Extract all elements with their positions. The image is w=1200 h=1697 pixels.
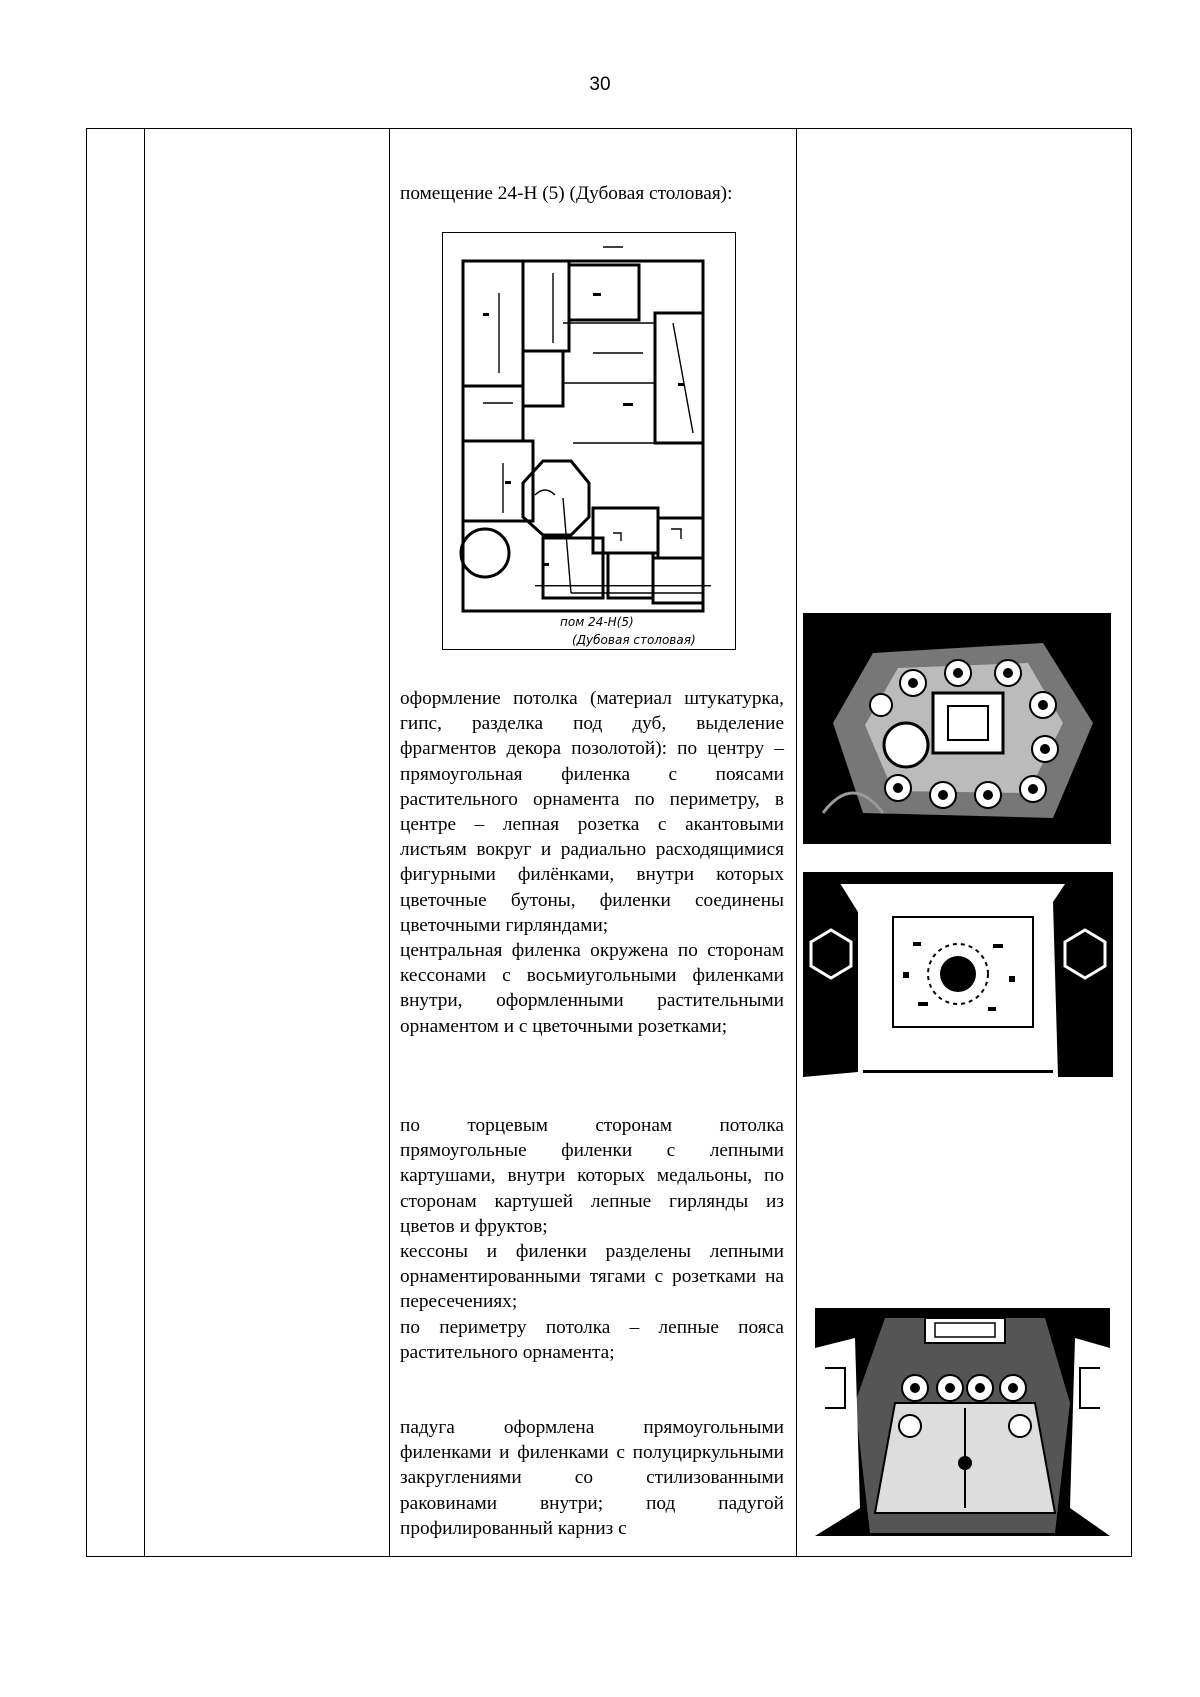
- table-column-divider: [144, 129, 145, 1556]
- page-number: 30: [589, 74, 611, 95]
- ceiling-photo-2: [803, 872, 1113, 1077]
- floor-plan-drawing: [442, 232, 736, 650]
- description-part-2: [400, 1113, 784, 1365]
- ceiling-photo-1: [803, 613, 1111, 844]
- table-column-divider: [796, 129, 797, 1556]
- table-column-divider: [389, 129, 390, 1556]
- paragraph-coffers: кессоны и филенки разделены лепными орнаментированными тягами с розетками на пересечениях;: [400, 1241, 784, 1313]
- floor-plan-svg: [443, 233, 736, 650]
- paragraph-perimeter: по периметру потолка – лепные пояса растительного орнамента;: [400, 1316, 784, 1363]
- description-part-1: [400, 686, 784, 1039]
- plan-room-name-label: (Дубовая столовая): [572, 633, 696, 647]
- ceiling-photo-3-svg: [815, 1308, 1110, 1536]
- paragraph-cove: падуга оформлена прямоугольными филенками и филенками с полуциркульными закруглениями со стилизованными раковинами внутри; под падугой профилированный карниз с: [400, 1417, 784, 1539]
- paragraph-end-sides: по торцевым сторонам потолка прямоугольные филенки с лепными картушами, внутри которых медальоны, по сторонам картушей лепные гирлянды из цветов и фруктов;: [400, 1115, 784, 1237]
- room-heading: помещение 24-Н (5) (Дубовая столовая):: [400, 183, 733, 204]
- ceiling-photo-2-svg: [803, 872, 1113, 1077]
- plan-room-label: пом 24-Н(5): [560, 615, 634, 629]
- description-part-3: [400, 1415, 784, 1541]
- paragraph-ceiling-design: оформление потолка (материал штукатурка, гипс, разделка под дуб, выделение фрагментов декора позолотой): по центру – прямоугольная филенка с поясами растительного орнамента по периметру, в центре – лепная розетка с акантовыми листьям вокруг и радиально расходящимися фигурными филёнками, внутри которых цветочные бутоны, филенки соединены цветочными гирляндами;: [400, 688, 784, 936]
- ceiling-photo-3: [815, 1308, 1110, 1536]
- ceiling-photo-1-svg: [803, 613, 1111, 844]
- paragraph-central-panel: центральная филенка окружена по сторонам кессонами с восьмиугольными филенками внутри, оформленными растительными орнаментом и с цветочными розетками;: [400, 940, 784, 1037]
